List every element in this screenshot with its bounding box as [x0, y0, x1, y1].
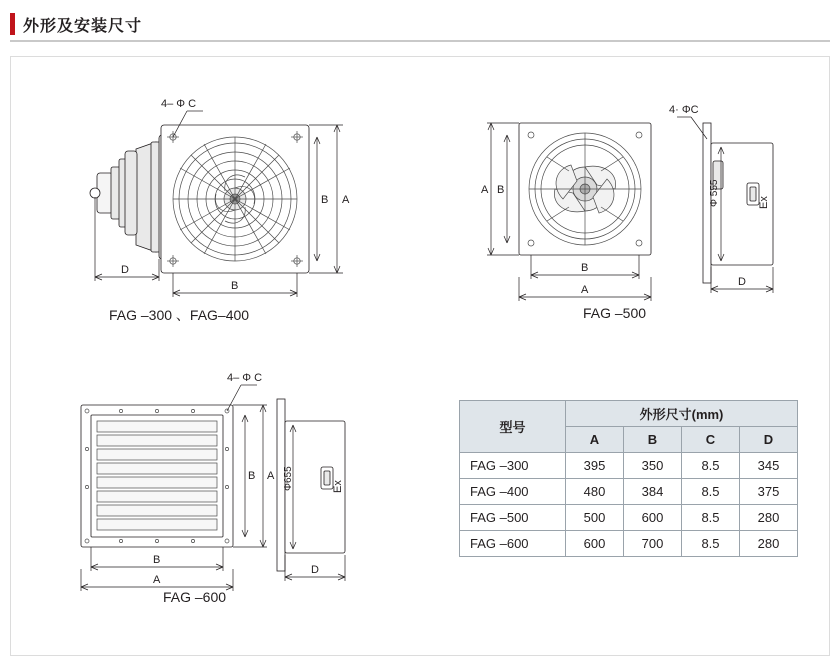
- dim-a-600: A: [267, 470, 275, 482]
- dim-b2-500: B: [581, 262, 589, 274]
- header-col-a: A: [566, 427, 624, 453]
- dim-b-500: B: [497, 184, 505, 196]
- header-col-d: D: [740, 427, 798, 453]
- dim-d-300-400: D: [121, 264, 129, 276]
- page-header: [10, 10, 830, 38]
- cell-a: 500: [566, 505, 624, 531]
- ex-marking-500: Ex: [758, 196, 770, 209]
- diameter-label-500: Φ 555: [709, 179, 720, 207]
- cell-model: FAG –300: [460, 453, 566, 479]
- table-row: [460, 479, 798, 505]
- dim-d-500: D: [738, 276, 746, 288]
- table-row: [460, 453, 798, 479]
- dim-b2-600: B: [153, 554, 161, 566]
- dim-a2-600: A: [153, 574, 161, 586]
- cell-c: 8.5: [682, 505, 740, 531]
- dim-d-600: D: [311, 564, 319, 576]
- ex-marking-600: Ex: [332, 480, 344, 493]
- cell-d: 345: [740, 453, 798, 479]
- table-row: [460, 531, 798, 557]
- header-accent-bar: [10, 13, 15, 35]
- cell-a: 395: [566, 453, 624, 479]
- cell-d: 280: [740, 505, 798, 531]
- cell-b: 600: [624, 505, 682, 531]
- cell-c: 8.5: [682, 531, 740, 557]
- figure-fag-600: [41, 367, 381, 597]
- bolt-label-600: 4– Φ C: [227, 372, 263, 384]
- table-row: [460, 505, 798, 531]
- dim-b-600: B: [248, 470, 256, 482]
- figure-fag-300-400: [51, 87, 371, 317]
- dim-a2-500: A: [581, 284, 589, 296]
- diagram-frame: [10, 56, 830, 656]
- cell-model: FAG –500: [460, 505, 566, 531]
- caption-fag-500: FAG –500: [583, 305, 647, 321]
- cell-b: 384: [624, 479, 682, 505]
- cell-b: 350: [624, 453, 682, 479]
- diameter-label-600: Φ655: [283, 466, 294, 491]
- header-model: 型号: [460, 401, 566, 453]
- dim-a-500: A: [481, 184, 489, 196]
- table-header-row-1: [460, 401, 798, 427]
- cell-a: 600: [566, 531, 624, 557]
- cell-d: 280: [740, 531, 798, 557]
- header-col-b: B: [624, 427, 682, 453]
- cell-c: 8.5: [682, 479, 740, 505]
- caption-fag-600: FAG –600: [163, 589, 227, 605]
- cell-c: 8.5: [682, 453, 740, 479]
- cell-b: 700: [624, 531, 682, 557]
- cell-a: 480: [566, 479, 624, 505]
- bolt-label-300-400: 4– Φ C: [161, 98, 197, 110]
- bolt-label-500: 4· ΦC: [669, 104, 699, 116]
- cell-model: FAG –600: [460, 531, 566, 557]
- dimension-table: [459, 400, 798, 557]
- header-divider: [10, 40, 830, 42]
- dim-b-300-400: B: [321, 194, 329, 206]
- cell-d: 375: [740, 479, 798, 505]
- page-title: 外形及安装尺寸: [23, 17, 143, 35]
- figure-fag-500: [451, 87, 791, 317]
- cell-model: FAG –400: [460, 479, 566, 505]
- dim-a-300-400: A: [342, 194, 350, 206]
- dim-b2-300-400: B: [231, 280, 239, 292]
- header-outer-dimensions: 外形尺寸(mm): [566, 401, 798, 427]
- caption-fag-300-400: FAG –300 、FAG–400: [109, 307, 250, 323]
- header-col-c: C: [682, 427, 740, 453]
